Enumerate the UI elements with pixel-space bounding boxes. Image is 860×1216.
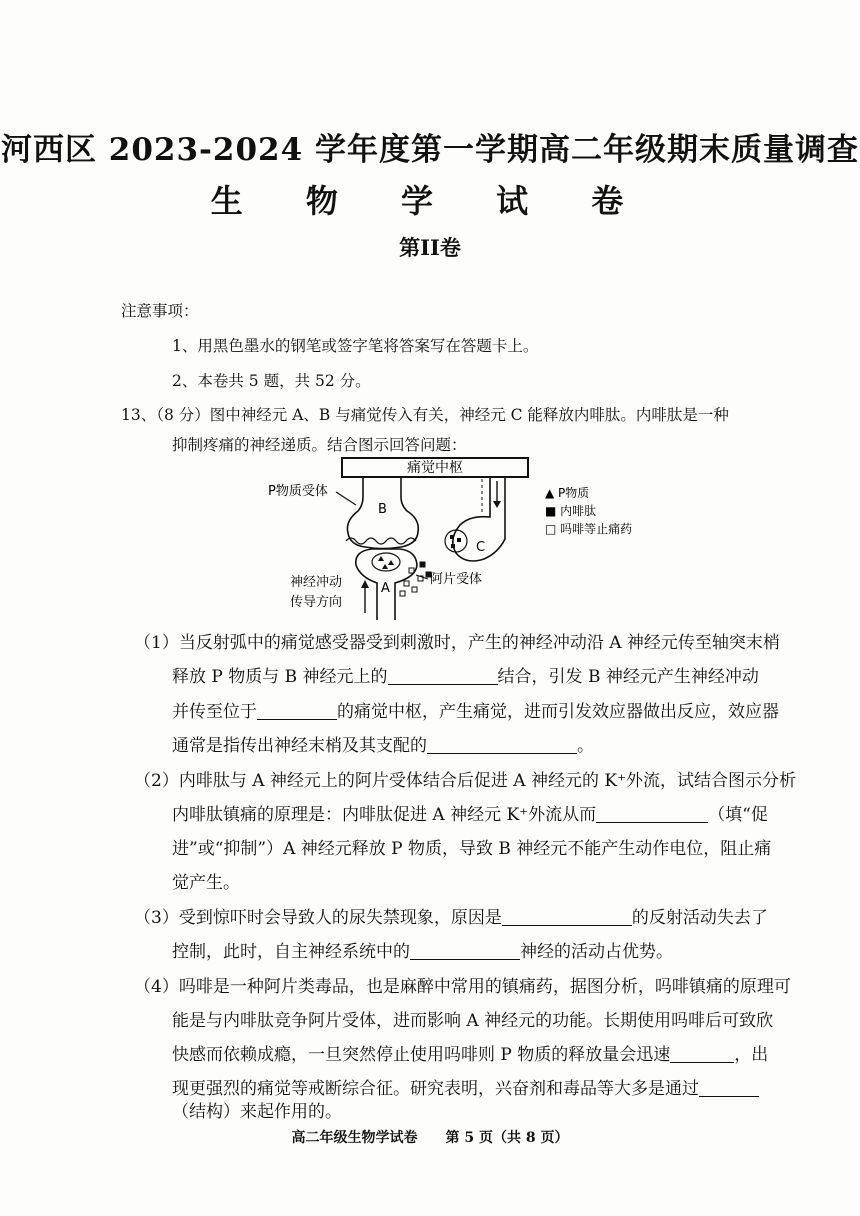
q13-part4-line-4 [172,1074,759,1099]
q13-part3-line-1 [134,903,768,928]
q13-part2-line-4: 觉产生。 [172,873,240,893]
q13-part3-text: （3）受到惊吓时会导致人的尿失禁现象，原因是 [134,908,502,928]
pain-center-label: 痛觉中枢 [407,460,463,476]
q13-part3-text: 控制，此时，自主神经系统中的 [172,942,410,962]
q13-part1-text: 通常是指传出神经末梢及其支配的 [172,736,427,756]
q13-part1-line-3 [172,697,779,722]
page-footer: 高二年级生物学试卷 第 5 页（共 8 页） [291,1130,569,1146]
q13-part2-text: 内啡肽镇痛的原理是：内啡肽促进 A 神经元 K⁺外流从而 [172,805,597,825]
q13-part3-text: 的反射活动失去了 [631,908,768,928]
q13-part1-text: 释放 P 物质与 B 神经元上的 [172,667,388,687]
impulse-direction-arrow [361,580,369,613]
neuron-c-vesicle [445,530,467,552]
impulse-label-line-1: 神经冲动 [290,575,343,590]
q13-part3-text: 神经的活动占优势。 [520,942,673,962]
q13-part1-text: 。 [577,736,594,756]
notice-heading: 注意事项： [121,302,199,320]
q13-part4-line-2: 能是与内啡肽竞争阿片受体，进而影响 A 神经元的功能。长期使用吗啡后可致欣 [172,1011,774,1031]
volume-label: 第II卷 [399,235,461,260]
q13-part1-text: 结合，引发 B 神经元产生神经冲动 [497,667,759,687]
legend-endorphin: ■ 内啡肽 [545,504,597,518]
neuron-c-arrow [493,481,501,508]
q13-intro-line-1: 13、（8 分）图中神经元 A、B 与痛觉传入有关，神经元 C 能释放内啡肽。内啡肽是一种 [121,406,729,424]
q13-part4-line-1: （4）吗啡是一种阿片类毒品，也是麻醉中常用的镇痛药，据图分析，吗啡镇痛的原理可 [134,977,791,997]
opioid-receptor-label: 阿片受体 [430,572,483,587]
q13-part3-line-2 [172,937,673,962]
notice-item-1: 1、用黑色墨水的钢笔或签字笔将答案写在答题卡上。 [172,337,539,355]
p-receptor-label: P物质受体 [268,484,328,499]
impulse-label-line-2: 传导方向 [290,595,343,610]
neuron-diagram [260,455,680,625]
q13-part1-line-1: （1）当反射弧中的痛觉感受器受到刺激时，产生的神经冲动沿 A 神经元传至轴突末梢 [134,633,780,653]
q13-part2-line-3: 进”或“抑制”）A 神经元释放 P 物质，导致 B 神经元不能产生动作电位，阻止痛 [172,839,772,859]
q13-part2-text: （填“促 [708,805,768,825]
answer-blank-6[interactable] [410,943,520,960]
notice-item-2: 2、本卷共 5 题，共 52 分。 [172,372,371,390]
answer-blank-3[interactable] [427,737,577,754]
legend-p-substance: ▲ P物质 [545,486,590,500]
neuron-c-label: C [476,540,486,555]
neuron-a-vesicle [372,553,400,571]
q13-part4-text: 现更强烈的痛觉等戒断综合征。研究表明，兴奋剂和毒品等大多是通过 [172,1079,699,1099]
q13-part4-text: 快感而依赖成瘾，一旦突然停止使用吗啡则 P 物质的释放量会迅速 [172,1045,671,1065]
exam-title: 河西区 2023-2024 学年度第一学期高二年级期末质量调查 [0,132,859,168]
p-receptor-pointer [336,492,356,505]
neuron-b-label: B [378,502,387,517]
answer-blank-7[interactable] [670,1046,734,1063]
q13-intro-line-2: 抑制疼痛的神经递质。结合图示回答问题： [172,436,467,454]
answer-blank-8[interactable] [699,1080,759,1097]
q13-part4-line-5: （结构）来起作用的。 [172,1102,342,1122]
q13-part2-line-2 [172,800,768,825]
answer-blank-5[interactable] [502,909,632,926]
neuron-a-label: A [381,581,390,596]
answer-blank-2[interactable] [257,703,337,720]
q13-part1-line-2 [172,662,759,687]
q13-part1-line-4 [172,731,594,756]
answer-blank-1[interactable] [388,668,498,685]
q13-part4-line-3 [172,1040,768,1065]
exam-subtitle: 生 物 学 试 卷 [210,182,650,220]
q13-part1-text: 并传至位于 [172,702,257,722]
q13-part2-line-1: （2）内啡肽与 A 神经元上的阿片受体结合后促进 A 神经元的 K⁺外流，试结合图示分析 [134,771,797,791]
q13-part1-text: 的痛觉中枢，产生痛觉，进而引发效应器做出反应，效应器 [337,702,779,722]
q13-part4-text: ，出 [734,1045,769,1065]
answer-blank-4[interactable] [596,806,708,823]
legend-morphine: □ 吗啡等止痛药 [545,522,633,536]
